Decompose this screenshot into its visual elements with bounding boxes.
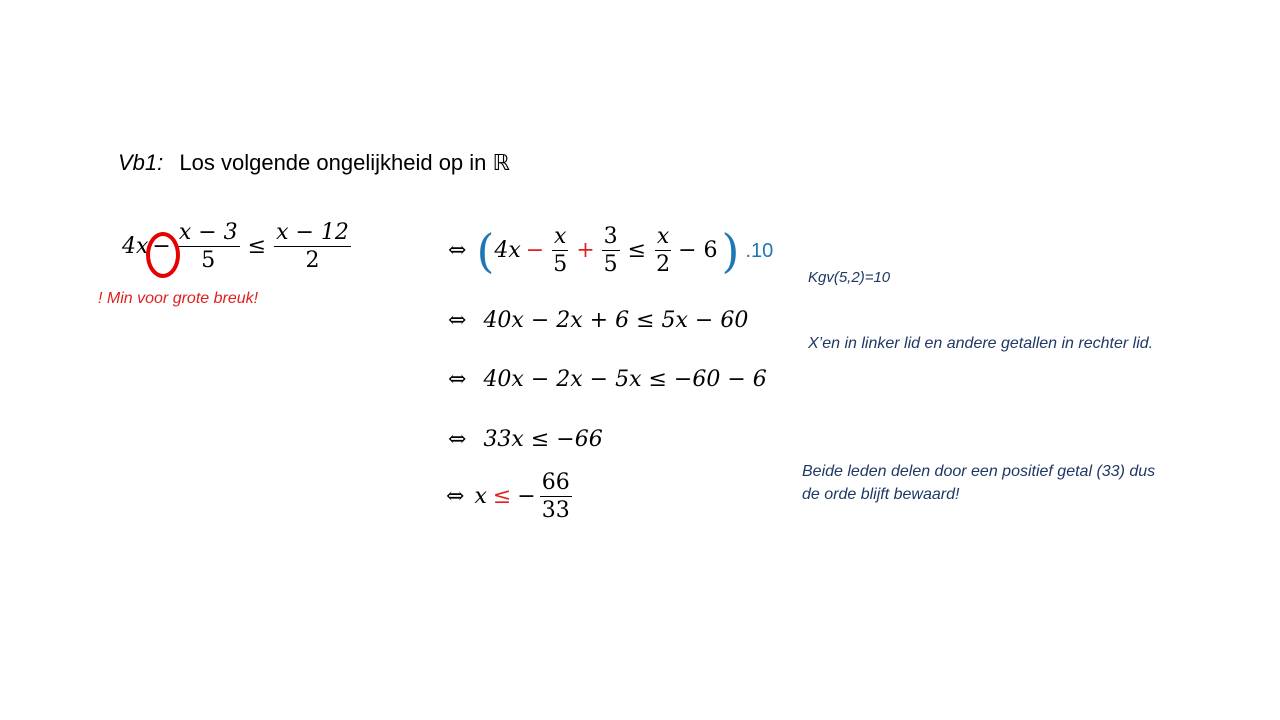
fraction-66-over-33: [540, 472, 572, 522]
step-3-expression: 40x − 2x − 5x ≤ −60 − 6: [483, 367, 767, 392]
step-4-expression: 33x ≤ −66: [483, 427, 603, 452]
fraction-one-denominator: 5: [201, 248, 216, 273]
minus-sign-red: −: [525, 238, 545, 263]
step-2-expression: 40x − 2x + 6 ≤ 5x − 60: [483, 308, 749, 333]
fraction-one-numerator: x − 3: [178, 220, 238, 245]
step-1: [448, 226, 773, 276]
equivalence-arrow: ⇔: [448, 367, 467, 392]
close-paren: ): [721, 224, 740, 278]
numerator: 66: [541, 470, 570, 495]
term-4x: 4x: [494, 238, 521, 263]
fraction-3-over-5: [602, 226, 620, 276]
denominator: 33: [541, 498, 570, 523]
denominator: 5: [603, 252, 618, 277]
fraction-two-numerator: x − 12: [276, 220, 349, 245]
minus-sign: −: [152, 234, 171, 259]
fraction-one: [177, 222, 240, 272]
exercise-label: Vb1:: [118, 150, 164, 175]
fraction-x-over-5: [551, 226, 569, 276]
open-paren: (: [476, 224, 495, 278]
order-note-line-2: de orde blijft bewaard!: [802, 486, 960, 503]
xen-note: X’en in linker lid en andere getallen in rechter lid.: [808, 335, 1154, 352]
fraction-two: [274, 222, 351, 272]
equivalence-arrow: ⇔: [448, 238, 467, 263]
variable-x: x: [474, 484, 487, 509]
relation-sign: ≤: [627, 238, 647, 263]
kgv-note: Kgv(5,2)=10: [808, 269, 891, 286]
numerator: x: [554, 224, 567, 249]
plus-sign-red: +: [576, 238, 595, 263]
numerator: x: [656, 224, 670, 249]
step-5: [446, 472, 574, 522]
relation-sign-red: ≤: [492, 484, 512, 509]
fraction-two-denominator: 2: [305, 248, 320, 273]
relation-sign: ≤: [247, 234, 267, 259]
exercise-title: [118, 150, 510, 176]
multiplier: .10: [745, 240, 774, 262]
lhs-term: 4x: [122, 234, 149, 259]
step-3: [448, 369, 767, 391]
equivalence-arrow: ⇔: [446, 484, 465, 509]
exercise-instruction: Los volgende ongelijkheid op in ℝ: [179, 150, 510, 175]
minus-sign: −: [517, 484, 536, 509]
warning-note: ! Min voor grote breuk!: [98, 290, 259, 307]
order-note-line-1: Beide leden delen door een positief getal (33) dus: [802, 463, 1156, 480]
tail-term: − 6: [678, 238, 718, 263]
step-4: [448, 429, 603, 451]
numerator: 3: [603, 224, 618, 249]
fraction-x-over-2: [654, 226, 672, 276]
denominator: 2: [656, 252, 671, 277]
equivalence-arrow: ⇔: [448, 427, 467, 452]
step-2: [448, 310, 748, 332]
equivalence-arrow: ⇔: [448, 308, 467, 333]
denominator: 5: [553, 252, 568, 277]
highlight-circle: [146, 232, 180, 278]
